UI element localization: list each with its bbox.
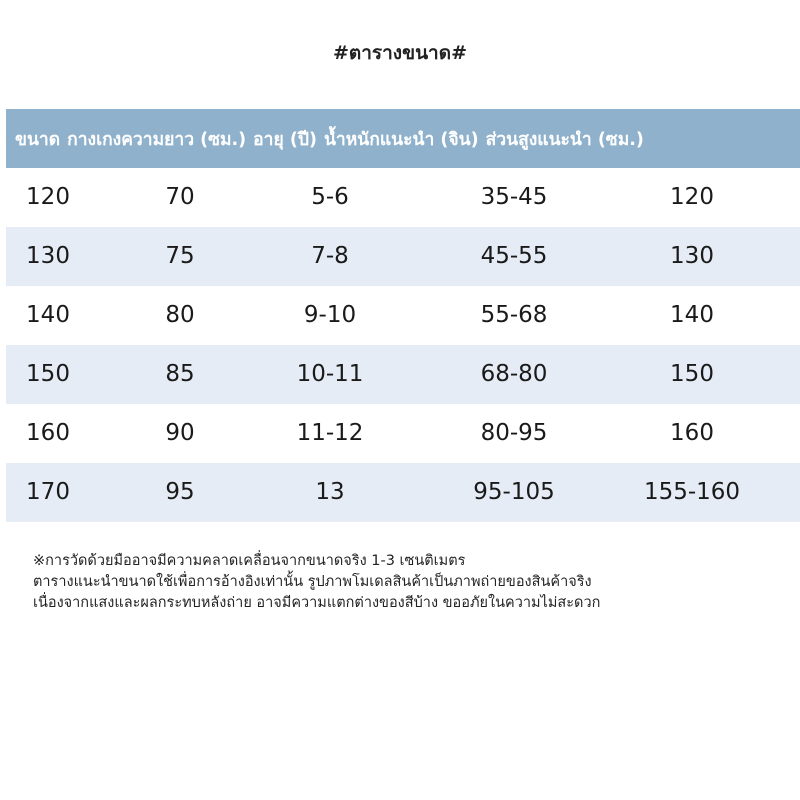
header-pants-length: กางเกงความยาว (ซม.) bbox=[67, 129, 247, 150]
table-row bbox=[6, 168, 800, 227]
cell-pants-length: 95 bbox=[165, 479, 195, 505]
cell-age: 13 bbox=[315, 479, 345, 505]
page-title: #ตารางขนาด# bbox=[333, 42, 467, 64]
note-reference-only: ตารางแนะนำขนาดใช้เพื่อการอ้างอิงเท่านั้น รูปภาพโมเดลสินค้าเป็นภาพถ่ายของสินค้าจริง bbox=[33, 574, 592, 590]
cell-height: 160 bbox=[670, 420, 714, 446]
cell-weight: 35-45 bbox=[480, 184, 548, 210]
cell-weight: 68-80 bbox=[480, 361, 548, 387]
cell-height: 130 bbox=[670, 243, 714, 269]
cell-size: 140 bbox=[26, 302, 70, 328]
table-row bbox=[6, 404, 800, 463]
cell-weight: 55-68 bbox=[480, 302, 548, 328]
cell-age: 10-11 bbox=[296, 361, 364, 387]
header-height: ส่วนสูงแนะนำ (ซม.) bbox=[485, 129, 644, 150]
cell-age: 5-6 bbox=[311, 184, 349, 210]
header-size: ขนาด bbox=[15, 129, 61, 150]
cell-pants-length: 85 bbox=[165, 361, 195, 387]
cell-size: 130 bbox=[26, 243, 70, 269]
cell-height: 155-160 bbox=[643, 479, 741, 505]
header-weight: น้ำหนักแนะนำ (จิน) bbox=[323, 129, 479, 150]
cell-age: 7-8 bbox=[311, 243, 349, 269]
cell-pants-length: 75 bbox=[165, 243, 195, 269]
cell-weight: 80-95 bbox=[480, 420, 548, 446]
cell-size: 160 bbox=[26, 420, 70, 446]
header-age: อายุ (ปี) bbox=[253, 129, 317, 150]
table-row bbox=[6, 463, 800, 522]
cell-age: 11-12 bbox=[296, 420, 364, 446]
cell-height: 150 bbox=[670, 361, 714, 387]
size-notes bbox=[33, 551, 793, 614]
cell-height: 140 bbox=[670, 302, 714, 328]
table-row bbox=[6, 286, 800, 345]
note-color-difference: เนื่องจากแสงและผลกระทบหลังถ่าย อาจมีความแตกต่างของสีบ้าง ขออภัยในความไม่สะดวก bbox=[33, 595, 601, 611]
table-row bbox=[6, 345, 800, 404]
cell-pants-length: 90 bbox=[165, 420, 195, 446]
cell-size: 150 bbox=[26, 361, 70, 387]
cell-weight: 95-105 bbox=[473, 479, 555, 505]
size-chart-table bbox=[6, 109, 800, 522]
cell-size: 120 bbox=[26, 184, 70, 210]
table-header-row bbox=[6, 109, 800, 168]
cell-age: 9-10 bbox=[303, 302, 357, 328]
cell-weight: 45-55 bbox=[480, 243, 548, 269]
cell-pants-length: 70 bbox=[165, 184, 195, 210]
cell-size: 170 bbox=[26, 479, 70, 505]
cell-height: 120 bbox=[670, 184, 714, 210]
note-measurement-tolerance: ※การวัดด้วยมืออาจมีความคลาดเคลื่อนจากขนาดจริง 1-3 เซนติเมตร bbox=[33, 553, 466, 569]
table-row bbox=[6, 227, 800, 286]
cell-pants-length: 80 bbox=[165, 302, 195, 328]
